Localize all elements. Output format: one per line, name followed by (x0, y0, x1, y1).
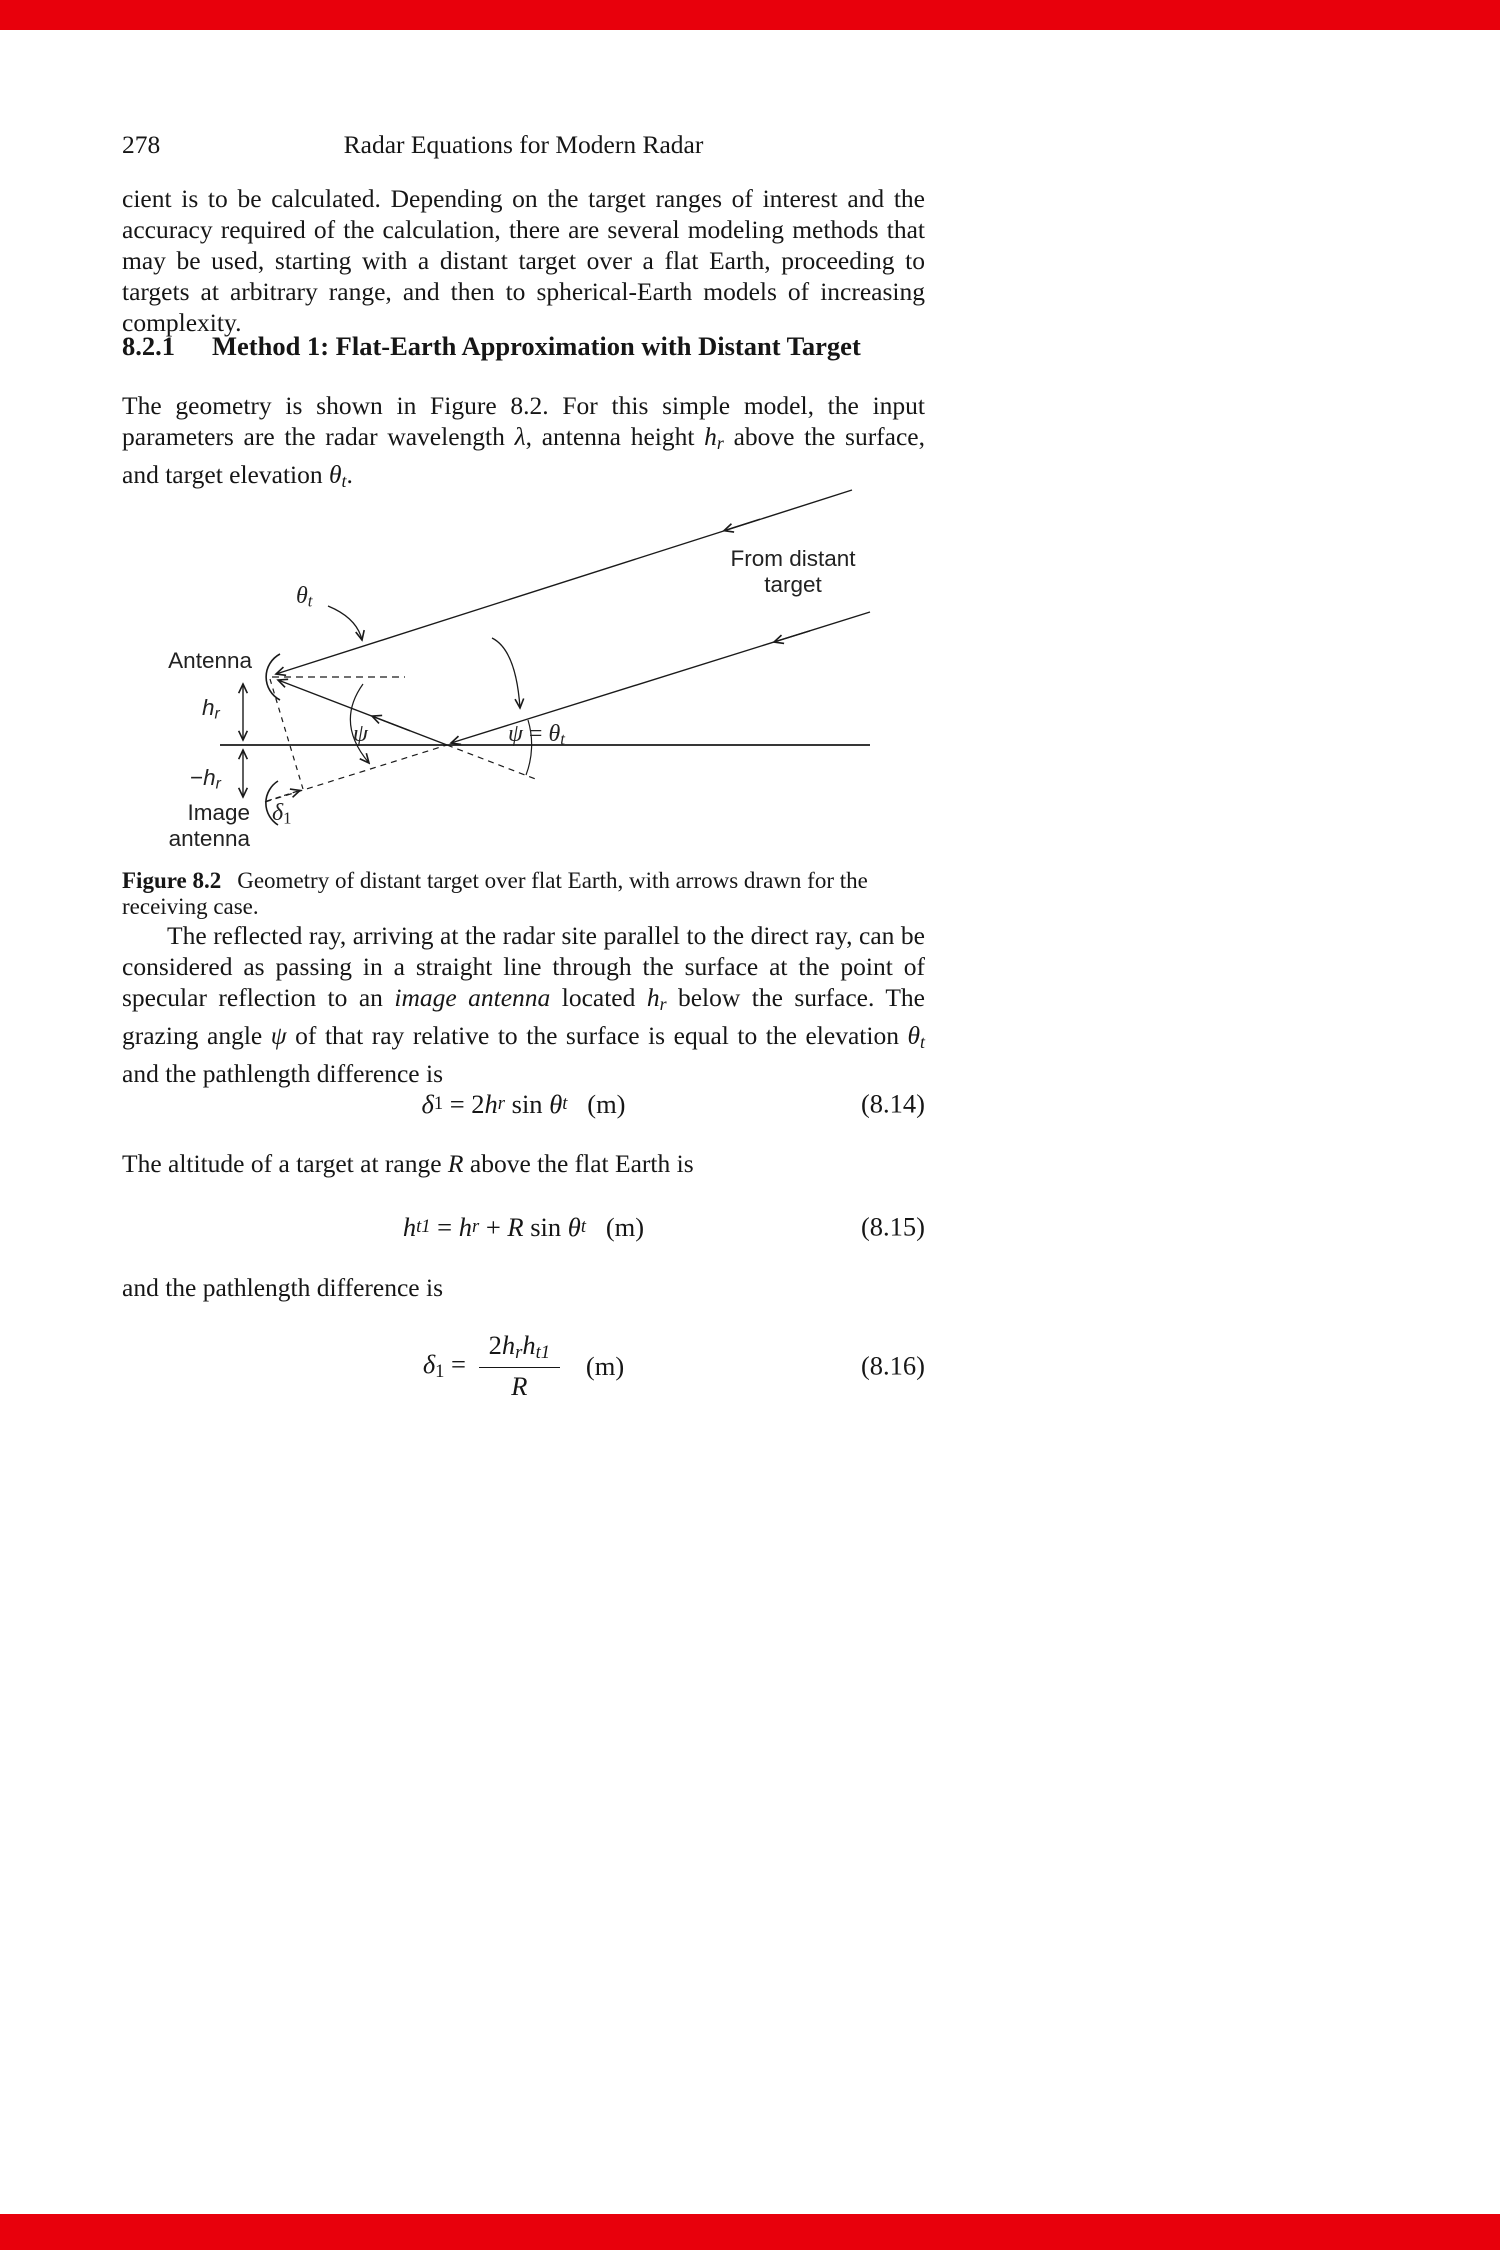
line-pathlength: and the pathlength difference is (122, 1273, 443, 1302)
equation-8-16-unit: (m) (566, 1350, 625, 1381)
page-number: 278 (122, 130, 161, 159)
psi-equals-theta-label: ψ = θt (508, 721, 565, 749)
antenna-label: Antenna (168, 648, 252, 673)
section-number: 8.2.1 (122, 331, 175, 361)
section-title: Method 1: Flat-Earth Approximation with Distant Target (212, 331, 861, 361)
paragraph-geometry: The geometry is shown in Figure 8.2. For this simple model, the input parameters are the radar wavelength λ, antenna height hr above the surface, and target elevation θt. (122, 391, 926, 491)
psi-label: ψ (353, 721, 368, 747)
equation-8-14 (122, 1082, 925, 1126)
equation-8-16 (122, 1318, 925, 1414)
equation-8-14-number: (8.14) (860, 1088, 925, 1119)
section-heading (122, 331, 861, 362)
fraction-numerator: 2hrht1 (479, 1330, 560, 1368)
figure-8-2 (110, 478, 920, 878)
equation-8-15 (122, 1205, 925, 1249)
direct-ray-arrow (724, 519, 760, 531)
neg-hr-label: −hr (190, 765, 221, 793)
equation-8-16-body (122, 1318, 925, 1414)
psi-eq-leader-arrow (492, 638, 520, 708)
running-title: Radar Equations for Modern Radar (343, 130, 704, 159)
reflected-ray-arrow (372, 716, 410, 731)
incident-ray-arrow (774, 631, 810, 642)
line-altitude: The altitude of a target at range R above the flat Earth is (122, 1149, 694, 1178)
page-header (122, 130, 925, 160)
figure-caption-tag: Figure 8.2 (122, 868, 222, 893)
equation-8-15-number: (8.15) (860, 1211, 925, 1242)
hr-label: hr (202, 695, 220, 723)
theta-leader-arrow (328, 606, 362, 640)
equation-8-16-lhs: δ1 = (422, 1348, 473, 1383)
bottom-red-band (0, 2214, 1500, 2250)
fraction-denominator: R (511, 1371, 528, 1402)
image-antenna-label: Image antenna (168, 800, 250, 851)
equation-8-14-body: δ 1 = 2 h r sin θ t (m) (421, 1088, 626, 1119)
paragraph-reflected-ray: The reflected ray, arriving at the radar site parallel to the direct ray, can be considered as passing in a straight line through the surface at the point of specular reflection to an image antenna located hr below the surface. The grazing angle ψ of that ray relative to the surface is equal to the elevation θt and the pathlength difference is (122, 921, 925, 1088)
delta1-label: δ1 (272, 800, 292, 828)
equation-8-15-body: h t1 = h r + R sin θ t (m) (402, 1211, 645, 1242)
image-ray-dashed (265, 745, 447, 802)
figure-caption (122, 868, 925, 920)
figure-caption-text: Geometry of distant target over flat Earth, with arrows drawn for the receiving case. (122, 868, 868, 919)
top-red-band (0, 0, 1500, 30)
from-distant-target-label: From distant target (730, 546, 856, 597)
theta-t-label: θt (296, 583, 313, 611)
equation-8-16-fraction (479, 1330, 560, 1402)
equation-8-16-number: (8.16) (860, 1350, 925, 1381)
paragraph-intro: cient is to be calculated. Depending on the target ranges of interest and the accuracy required of the calculation, there are several modeling methods that may be used, starting with a distant target over a flat Earth, proceeding to targets at arbitrary range, and then to spherical-Earth models of increasing complexity. (122, 184, 925, 337)
